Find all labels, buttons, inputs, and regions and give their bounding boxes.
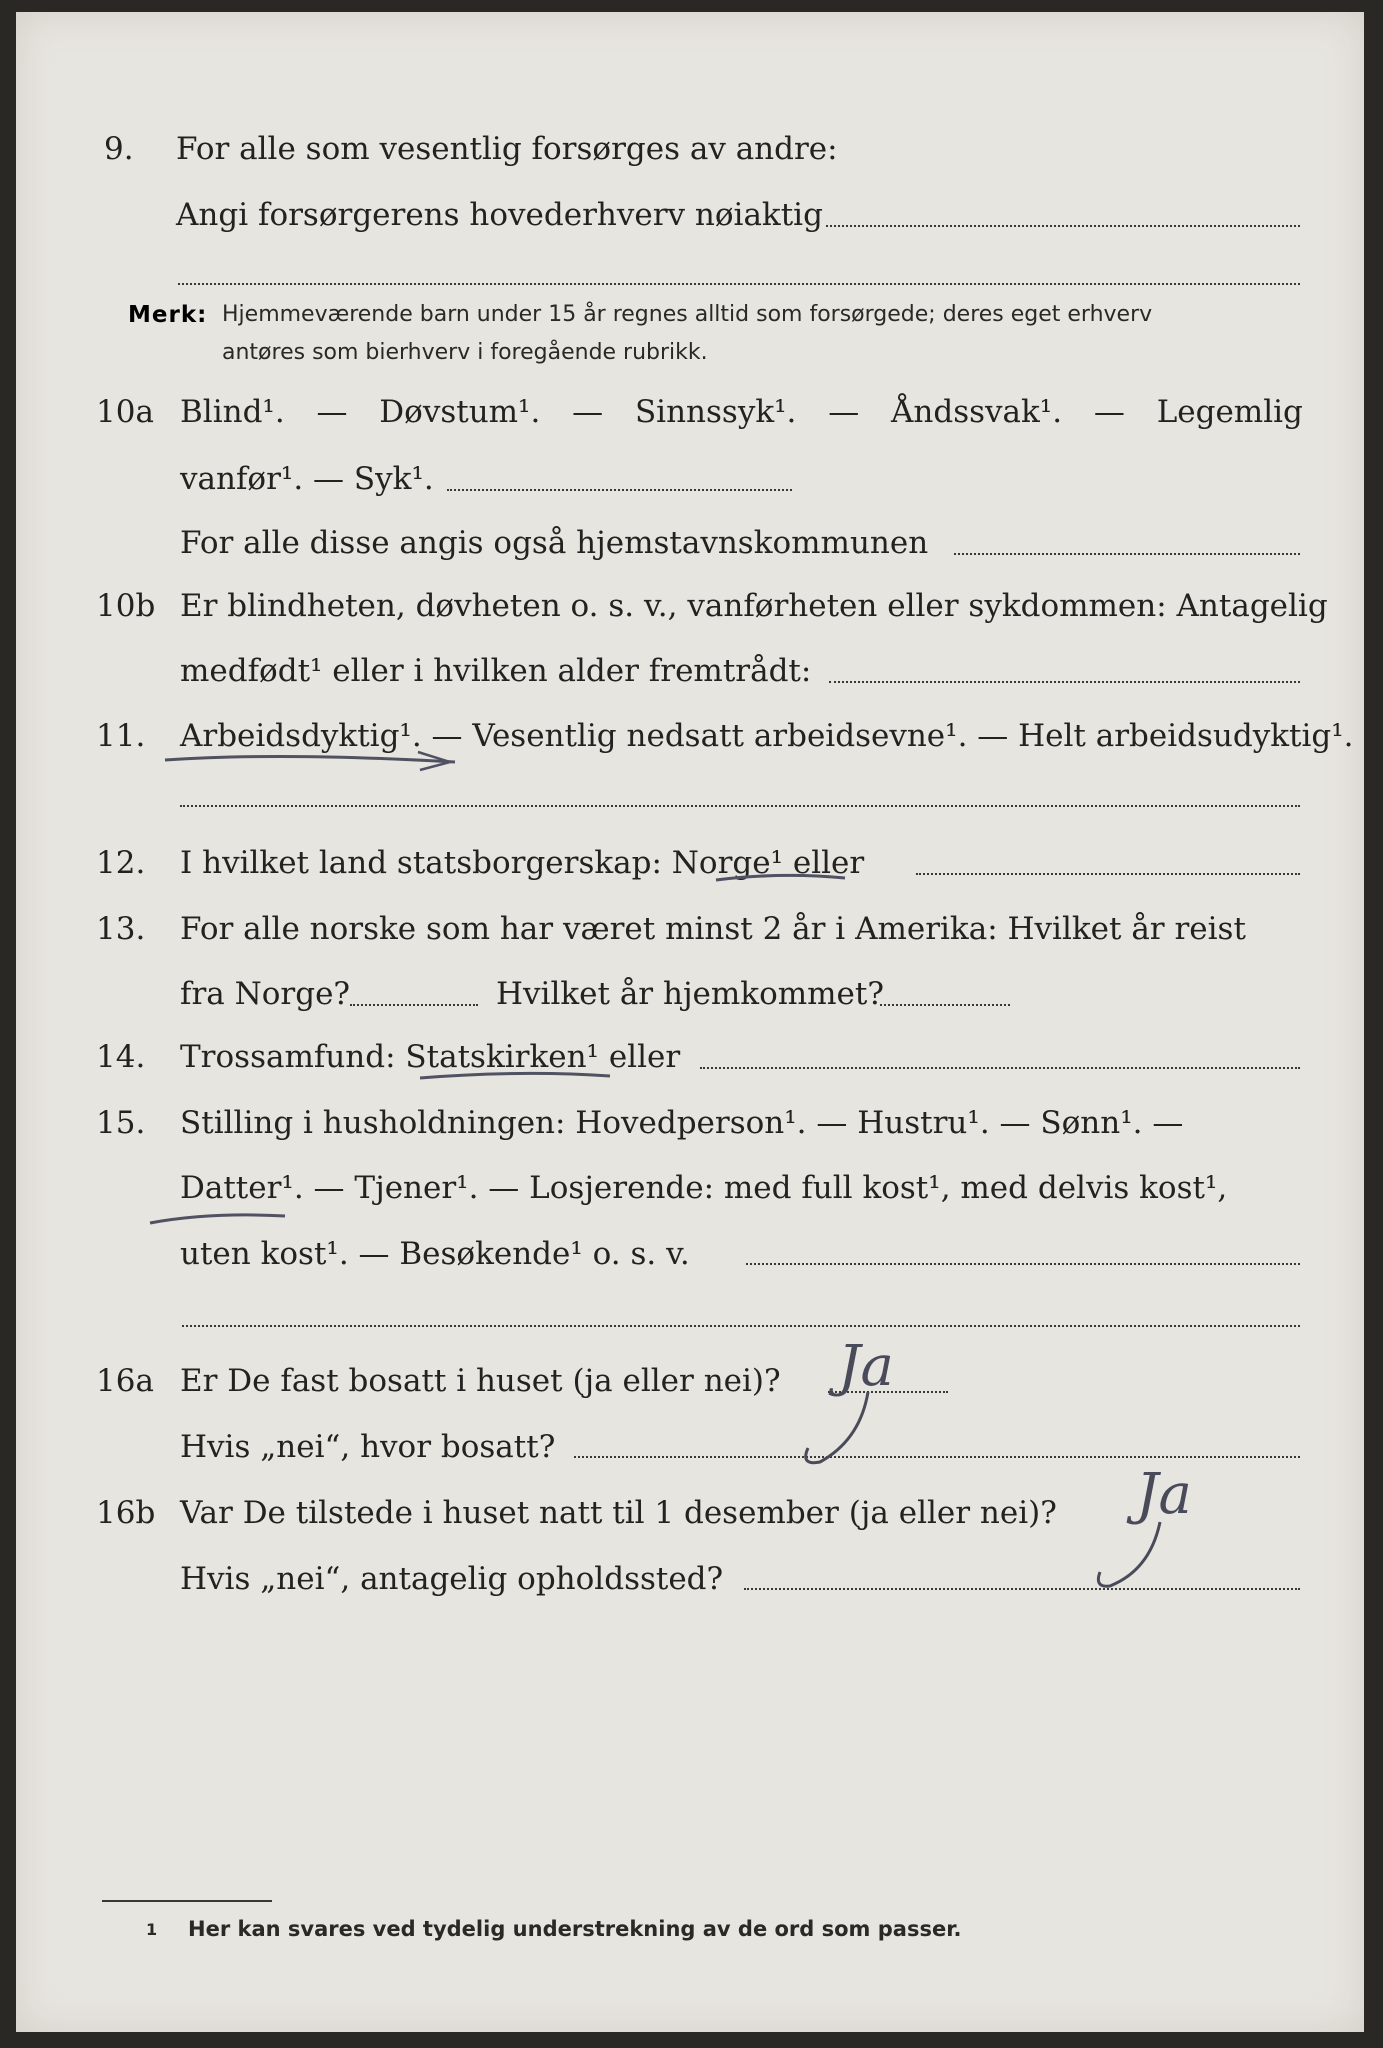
q12-text-1: I hvilket land statsborgerskap: Norge¹ eller xyxy=(180,845,865,881)
q9-text-1: For alle som vesentlig forsørges av andre: xyxy=(176,131,838,167)
q16a-text-2: Hvis „nei“, hvor bosatt? xyxy=(180,1429,556,1465)
merk-text-1: Hjemmeværende barn under 15 år regnes alltid som forsørgede; deres eget erhverv xyxy=(222,302,1153,327)
q10b-number: 10b xyxy=(96,588,156,624)
q11-text-1: Arbeidsdyktig¹. — Vesentlig nedsatt arbeidsevne¹. — Helt arbeidsudyktig¹. xyxy=(180,718,1354,754)
q14-text-1: Trossamfund: Statskirken¹ eller xyxy=(180,1039,681,1075)
q10a-text-2: vanfør¹. — Syk¹. xyxy=(180,461,434,497)
q14-answer-line[interactable] xyxy=(700,1067,1300,1069)
q13-row-2 xyxy=(0,969,1383,1019)
q9-text-2: Angi forsørgerens hovederhverv nøiaktig xyxy=(176,197,823,233)
q14-row-1 xyxy=(0,1032,1383,1082)
q10b-row-1 xyxy=(0,581,1383,631)
q13-hjemkommet-answer-line[interactable] xyxy=(880,1004,1010,1006)
q13-text-2a: fra Norge? xyxy=(180,976,351,1012)
q10b-answer-line[interactable] xyxy=(829,681,1300,683)
q10a-hjemstavn-answer-line[interactable] xyxy=(954,553,1300,555)
dash: — xyxy=(572,394,604,430)
merk-note xyxy=(222,296,1301,372)
q10a-row-2 xyxy=(0,454,1383,504)
q10a-row-3 xyxy=(0,518,1383,568)
q15-text-3: uten kost¹. — Besøkende¹ o. s. v. xyxy=(180,1236,690,1272)
dash: — xyxy=(1093,394,1125,430)
dash: — xyxy=(316,394,348,430)
q15-text-2: Datter¹. — Tjener¹. — Losjerende: med full kost¹, med delvis kost¹, xyxy=(180,1170,1228,1206)
merk-label: Merk: xyxy=(128,302,208,328)
q12-answer-line[interactable] xyxy=(916,873,1300,875)
q10a-number: 10a xyxy=(96,394,154,430)
q16b-text-2: Hvis „nei“, antagelig opholdssted? xyxy=(180,1561,724,1597)
q15-answer-line-2[interactable] xyxy=(182,1325,1300,1327)
q9-row-2 xyxy=(0,190,1383,240)
q11-row-1 xyxy=(0,711,1383,761)
q13-reist-answer-line[interactable] xyxy=(350,1004,478,1006)
q9-answer-line[interactable] xyxy=(826,225,1300,227)
q16b-handwritten-answer: Ja xyxy=(1136,1462,1192,1527)
option-andssvak[interactable]: Åndssvak¹. xyxy=(891,394,1063,430)
q14-number: 14. xyxy=(96,1039,146,1075)
q16b-row-2 xyxy=(0,1554,1383,1604)
q15-text-1: Stilling i husholdningen: Hovedperson¹. — Hustru¹. — Sønn¹. — xyxy=(180,1105,1184,1141)
q11-answer-line[interactable] xyxy=(180,805,1300,807)
q16a-bosatt-answer-line[interactable] xyxy=(574,1456,1300,1458)
q15-row-1 xyxy=(0,1098,1383,1148)
footnote-mark: 1 xyxy=(146,1920,158,1939)
q15-number: 15. xyxy=(96,1105,146,1141)
footnote-rule xyxy=(102,1900,272,1902)
q15-answer-line[interactable] xyxy=(746,1263,1300,1265)
q15-row-2 xyxy=(0,1163,1383,1213)
q10a-options xyxy=(180,387,1303,437)
q12-row-1 xyxy=(0,838,1383,888)
q16b-opholdssted-answer-line[interactable] xyxy=(744,1588,1300,1590)
q10b-row-2 xyxy=(0,646,1383,696)
option-sinnssyk[interactable]: Sinnssyk¹. xyxy=(634,394,797,430)
q13-number: 13. xyxy=(96,911,146,947)
q16a-handwritten-answer: Ja xyxy=(838,1334,894,1399)
q9-number: 9. xyxy=(104,131,134,167)
q13-text-2b: Hvilket år hjemkommet? xyxy=(496,976,884,1012)
q10a-syk-answer-line[interactable] xyxy=(447,489,792,491)
option-legemlig[interactable]: Legemlig xyxy=(1156,394,1303,430)
q10a-row-1 xyxy=(0,387,1383,437)
q11-number: 11. xyxy=(96,718,146,754)
q10b-text-2: medfødt¹ eller i hvilken alder fremtrådt: xyxy=(180,653,812,689)
footnote-text: Her kan svares ved tydelig understrekning av de ord som passer. xyxy=(188,1917,962,1941)
q16b-number: 16b xyxy=(96,1495,156,1531)
q9-answer-line-2[interactable] xyxy=(178,283,1300,285)
q10a-text-3: For alle disse angis også hjemstavnskommunen xyxy=(180,525,929,561)
option-dovstum[interactable]: Døvstum¹. xyxy=(379,394,541,430)
q9-row-1 xyxy=(0,124,1383,174)
q13-text-1: For alle norske som har været minst 2 år i Amerika: Hvilket år reist xyxy=(180,911,1246,947)
q16b-text-1: Var De tilstede i huset natt til 1 desember (ja eller nei)? xyxy=(180,1495,1057,1531)
q16a-number: 16a xyxy=(96,1363,154,1399)
q10b-text-1: Er blindheten, døvheten o. s. v., vanførheten eller sykdommen: Antagelig xyxy=(180,588,1328,624)
q16a-text-1: Er De fast bosatt i huset (ja eller nei)? xyxy=(180,1363,781,1399)
q16a-row-1 xyxy=(0,1356,1383,1406)
option-blind[interactable]: Blind¹. xyxy=(180,394,285,430)
q15-row-3 xyxy=(0,1229,1383,1279)
merk-text-2: antøres som bierhverv i foregående rubrikk. xyxy=(222,340,708,365)
q12-number: 12. xyxy=(96,845,146,881)
q13-row-1 xyxy=(0,904,1383,954)
dash: — xyxy=(828,394,860,430)
